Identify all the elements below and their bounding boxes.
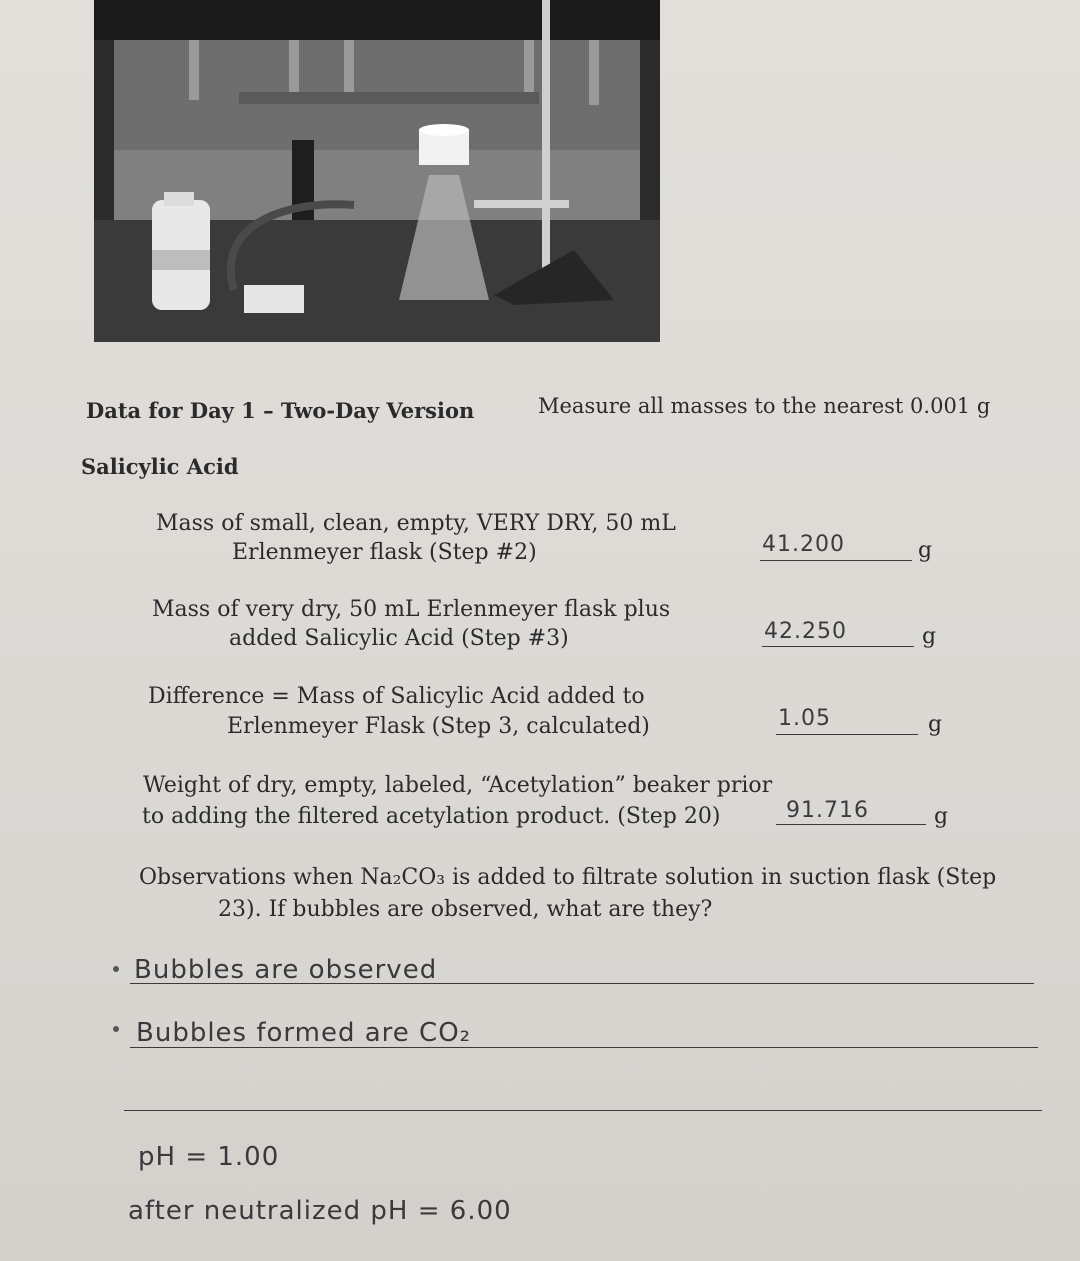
bullet-icon [113, 966, 119, 972]
row-4-unit: g [934, 804, 949, 829]
measurement-instruction: Measure all masses to the nearest 0.001 g [538, 394, 991, 418]
ph-note: pH = 1.00 [138, 1142, 280, 1172]
row-2-unit: g [922, 624, 937, 649]
data-heading: Data for Day 1 – Two-Day Version [86, 398, 475, 423]
observation-3-line [124, 1110, 1042, 1111]
row-1-answer: 41.200 [762, 532, 845, 557]
row-2-answer-line [762, 646, 914, 647]
observation-1-line [130, 983, 1034, 984]
row-3-unit: g [928, 712, 943, 737]
row-1-label-line1: Mass of small, clean, empty, VERY DRY, 50 mL [156, 511, 676, 536]
row-2-label-line1: Mass of very dry, 50 mL Erlenmeyer flask plus [152, 597, 671, 622]
neutralized-ph-note: after neutralized pH = 6.00 [128, 1196, 512, 1226]
row-3-answer-line [776, 734, 918, 735]
row-4-label-line1: Weight of dry, empty, labeled, “Acetylation” beaker prior [143, 773, 773, 798]
row-1-unit: g [918, 538, 933, 563]
row-3-answer: 1.05 [778, 706, 831, 731]
row-1-answer-line [760, 560, 912, 561]
lab-setup-photo [94, 0, 660, 342]
row-1-label-line2: Erlenmeyer flask (Step #2) [232, 540, 537, 565]
bullet-icon [113, 1026, 119, 1032]
row-4-label-line2: to adding the filtered acetylation product. (Step 20) [142, 804, 721, 829]
row-2-answer: 42.250 [764, 619, 847, 644]
row-3-label-line2: Erlenmeyer Flask (Step 3, calculated) [227, 714, 650, 739]
section-title: Salicylic Acid [81, 454, 239, 479]
row-2-label-line2: added Salicylic Acid (Step #3) [229, 626, 569, 651]
observation-question-line1: Observations when Na₂CO₃ is added to filtrate solution in suction flask (Step [139, 865, 997, 890]
observation-1: Bubbles are observed [134, 955, 438, 985]
row-3-label-line1: Difference = Mass of Salicylic Acid added to [148, 684, 645, 709]
observation-2: Bubbles formed are CO₂ [136, 1018, 472, 1048]
row-4-answer: 91.716 [786, 798, 869, 823]
observation-question-line2: 23). If bubbles are observed, what are they? [218, 897, 713, 922]
row-4-answer-line [776, 824, 926, 825]
observation-2-line [130, 1047, 1038, 1048]
